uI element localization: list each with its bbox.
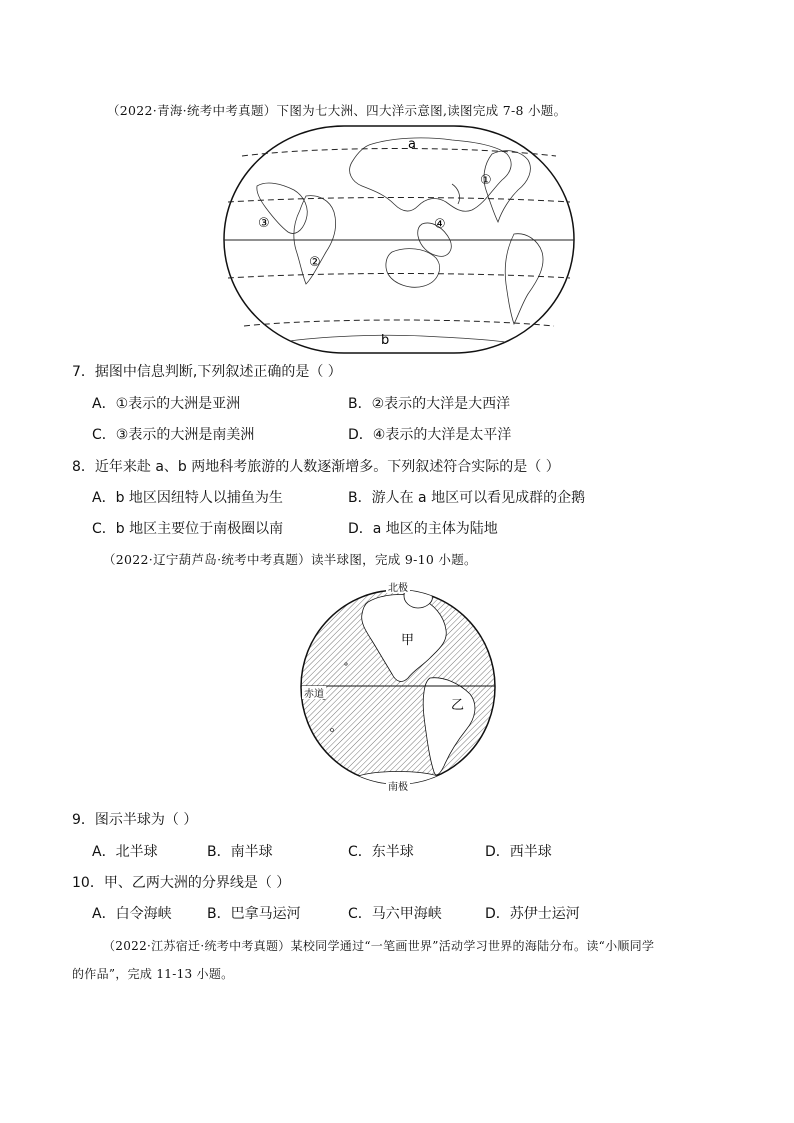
- q10-stem: 10．甲、乙两大洲的分界线是（ ）: [72, 875, 291, 891]
- q7-option-b[interactable]: B．②表示的大洋是大西洋: [348, 396, 511, 412]
- q9-option-c[interactable]: C．东半球: [348, 844, 414, 860]
- q7-option-c[interactable]: C．③表示的大洲是南美洲: [92, 427, 255, 443]
- q7-option-a[interactable]: A．①表示的大洲是亚洲: [92, 396, 241, 412]
- equator-label: 赤道: [304, 689, 324, 700]
- q8-option-d[interactable]: D．a 地区的主体为陆地: [348, 521, 498, 537]
- q7-stem: 7．据图中信息判断,下列叙述正确的是（ ）: [72, 364, 342, 380]
- map1-label-a: a: [408, 137, 416, 152]
- q9-option-b[interactable]: B．南半球: [207, 844, 273, 860]
- hemisphere-map: [298, 580, 498, 794]
- map1-label-b: b: [381, 333, 390, 348]
- q8-option-b[interactable]: B．游人在 a 地区可以看见成群的企鹅: [348, 490, 586, 506]
- map1-label-3: ③: [258, 216, 270, 231]
- world-map: [222, 124, 576, 355]
- label-jia: 甲: [401, 633, 415, 648]
- intro-q11-13-line2: 的作品”，完成 11-13 小题。: [72, 967, 234, 981]
- map1-label-4: ④: [434, 217, 446, 232]
- map1-label-1: ①: [480, 173, 492, 188]
- north-pole-label: 北极: [388, 583, 408, 594]
- island: [345, 663, 347, 665]
- q7-option-d[interactable]: D．④表示的大洋是太平洋: [348, 427, 512, 443]
- island: [331, 729, 334, 732]
- map1-label-2: ②: [309, 255, 321, 270]
- q8-option-c[interactable]: C．b 地区主要位于南极圈以南: [92, 521, 284, 537]
- q9-option-a[interactable]: A．北半球: [92, 844, 158, 860]
- intro-q7-8: （2022·青海·统考中考真题）下图为七大洲、四大洋示意图,读图完成 7-8 小题。: [107, 103, 567, 118]
- q8-option-a[interactable]: A．b 地区因纽特人以捕鱼为生: [92, 490, 283, 506]
- q10-option-d[interactable]: D．苏伊士运河: [485, 906, 580, 922]
- intro-q11-13-line1: （2022·江苏宿迁·统考中考真题）某校同学通过“一笔画世界”活动学习世界的海陆分布。读“小顺同学: [103, 939, 655, 953]
- q9-option-d[interactable]: D．西半球: [485, 844, 552, 860]
- q10-option-c[interactable]: C．马六甲海峡: [348, 906, 442, 922]
- q10-option-a[interactable]: A．白令海峡: [92, 906, 172, 922]
- q9-stem: 9．图示半球为（ ）: [72, 812, 198, 828]
- q8-stem: 8．近年来赴 a、b 两地科考旅游的人数逐渐增多。下列叙述符合实际的是（ ）: [72, 459, 560, 475]
- q10-option-b[interactable]: B．巴拿马运河: [207, 906, 301, 922]
- south-pole-label: 南极: [388, 782, 408, 793]
- label-yi: 乙: [451, 698, 465, 713]
- intro-q9-10: （2022·辽宁葫芦岛·统考中考真题）读半球图，完成 9-10 小题。: [103, 552, 477, 567]
